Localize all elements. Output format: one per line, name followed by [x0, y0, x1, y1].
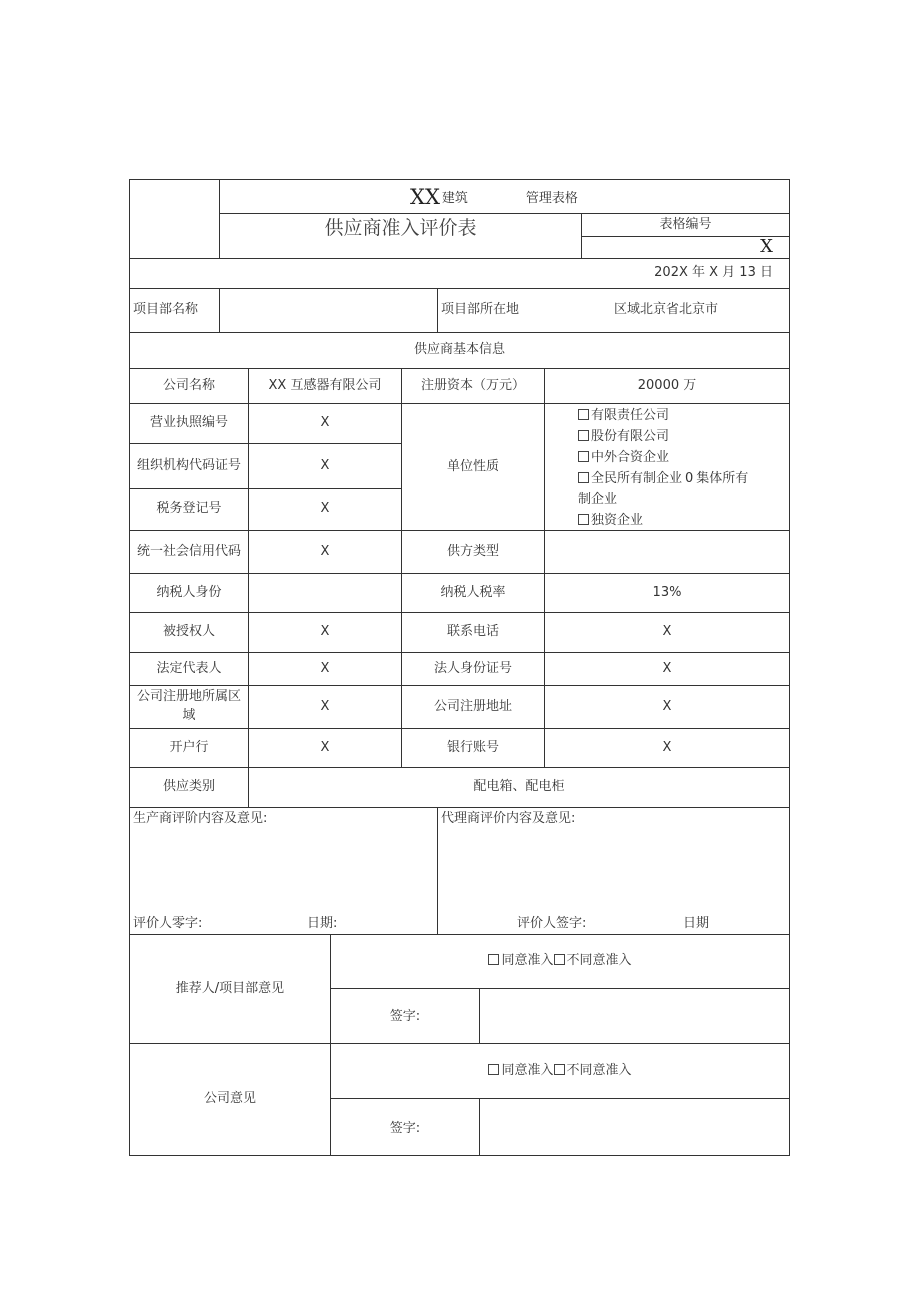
nature-option-4[interactable]: 全民所有制企业 0 集体所有 [578, 468, 786, 489]
tax-rate-label: 纳税人税率 [440, 584, 506, 600]
date-left-label: 日期: [307, 915, 338, 931]
license-label: 营业执照编号 [149, 415, 228, 431]
manufacturer-eval-label: 生产商评阶内容及意见: [133, 810, 268, 826]
checkbox-icon[interactable] [578, 514, 589, 525]
company-agree-option[interactable]: 同意准入 [488, 1062, 553, 1081]
reg-area-label: 公司注册地所属区域 [136, 689, 241, 723]
project-name-label: 项目部名称 [133, 302, 199, 318]
nature-option-2[interactable]: 股份有限公司 [578, 426, 786, 447]
reg-area-value: X [320, 698, 330, 714]
form-no-label: 表格编号 [659, 216, 712, 232]
recommend-agree-option[interactable]: 同意准入 [488, 952, 553, 971]
nature-option-5[interactable]: 独资企业 [578, 510, 786, 531]
tax-identity-value[interactable] [249, 574, 401, 612]
checkbox-icon[interactable] [554, 1064, 565, 1075]
project-location-value: 区域北京省北京市 [614, 302, 719, 318]
supplier-type-label: 供方类型 [446, 543, 499, 559]
tax-rate-value: 13% [652, 584, 682, 600]
checkbox-icon[interactable] [578, 430, 589, 441]
checkbox-icon[interactable] [578, 472, 589, 483]
legal-id-value: X [662, 660, 672, 676]
account-value: X [662, 739, 672, 755]
evaluator-right-label: 评价人签字: [517, 915, 587, 931]
company-disagree-option[interactable]: 不同意准入 [554, 1062, 632, 1081]
nature-label: 单位性质 [446, 458, 499, 474]
checkbox-icon[interactable] [578, 409, 589, 420]
nature-option-3[interactable]: 中外合资企业 [578, 447, 786, 468]
company-opinion-choice [331, 1044, 789, 1098]
reg-address-value: X [662, 698, 672, 714]
manufacturer-eval-area[interactable] [131, 830, 436, 912]
company-name: XX [410, 184, 440, 209]
authorized-value: X [320, 624, 330, 640]
recommend-choice [331, 935, 789, 988]
section-title: 供应商基本信息 [413, 342, 505, 358]
nature-options [578, 405, 786, 531]
form-title: 供应商准入评价表 [324, 217, 477, 240]
nature-option-1[interactable]: 有限责任公司 [578, 405, 786, 426]
phone-value: X [662, 624, 672, 640]
phone-label: 联系电话 [446, 624, 499, 640]
bank-value: X [320, 739, 330, 755]
agent-eval-label: 代理商评价内容及意见: [441, 810, 576, 826]
legal-id-label: 法人身份证号 [433, 660, 512, 676]
recommend-disagree-option[interactable]: 不同意准入 [554, 952, 632, 971]
supply-category-label: 供应类别 [162, 779, 215, 795]
account-label: 银行账号 [446, 739, 499, 755]
company-sign-label: 签字: [389, 1120, 421, 1136]
form-date: 202X 年 X 月 13 日 [654, 265, 773, 281]
reg-address-label: 公司注册地址 [433, 698, 512, 714]
company-sign-field[interactable] [480, 1099, 789, 1155]
authorized-label: 被授权人 [162, 624, 215, 640]
header-company [220, 181, 781, 213]
supply-category-value: 配电箱、配电柜 [473, 779, 565, 795]
checkbox-icon[interactable] [578, 451, 589, 462]
tax-identity-label: 纳税人身份 [156, 584, 222, 600]
checkbox-icon[interactable] [488, 1064, 499, 1075]
bank-label: 开户行 [169, 739, 209, 755]
recommend-sign-label: 签字: [389, 1008, 421, 1024]
capital-value: 20000 万 [637, 377, 697, 393]
date-right-label: 日期 [683, 915, 710, 931]
legal-rep-label: 法定代表人 [156, 660, 222, 676]
credit-code-value: X [320, 543, 330, 559]
company-name-value: XX 互感器有限公司 [268, 377, 382, 393]
doc-type: 管理表格 [525, 190, 578, 206]
recommend-label: 推荐人/项目部意见 [175, 980, 285, 996]
tax-reg-label: 税务登记号 [156, 501, 222, 517]
tax-reg-value: X [320, 501, 330, 517]
credit-code-label: 统一社会信用代码 [136, 543, 241, 559]
form-no-value: X [760, 236, 773, 258]
supplier-type-value[interactable] [545, 531, 789, 573]
legal-rep-value: X [320, 660, 330, 676]
org-code-label: 组织机构代码证号 [136, 457, 241, 473]
project-name-value[interactable] [220, 289, 437, 332]
capital-label: 注册资本（万元） [420, 377, 525, 393]
checkbox-icon[interactable] [488, 954, 499, 965]
evaluator-left-label: 评价人零字: [133, 915, 203, 931]
project-location-label: 项目部所在地 [441, 302, 520, 318]
recommend-sign-field[interactable] [480, 989, 789, 1043]
license-value: X [320, 415, 330, 431]
company-name-label: 公司名称 [162, 377, 215, 393]
agent-eval-area[interactable] [439, 830, 788, 912]
org-code-value: X [320, 457, 330, 473]
company-suffix: 建筑 [441, 190, 468, 206]
nature-option-4-cont: 制企业 [578, 492, 618, 507]
checkbox-icon[interactable] [554, 954, 565, 965]
company-opinion-label: 公司意见 [203, 1091, 256, 1107]
